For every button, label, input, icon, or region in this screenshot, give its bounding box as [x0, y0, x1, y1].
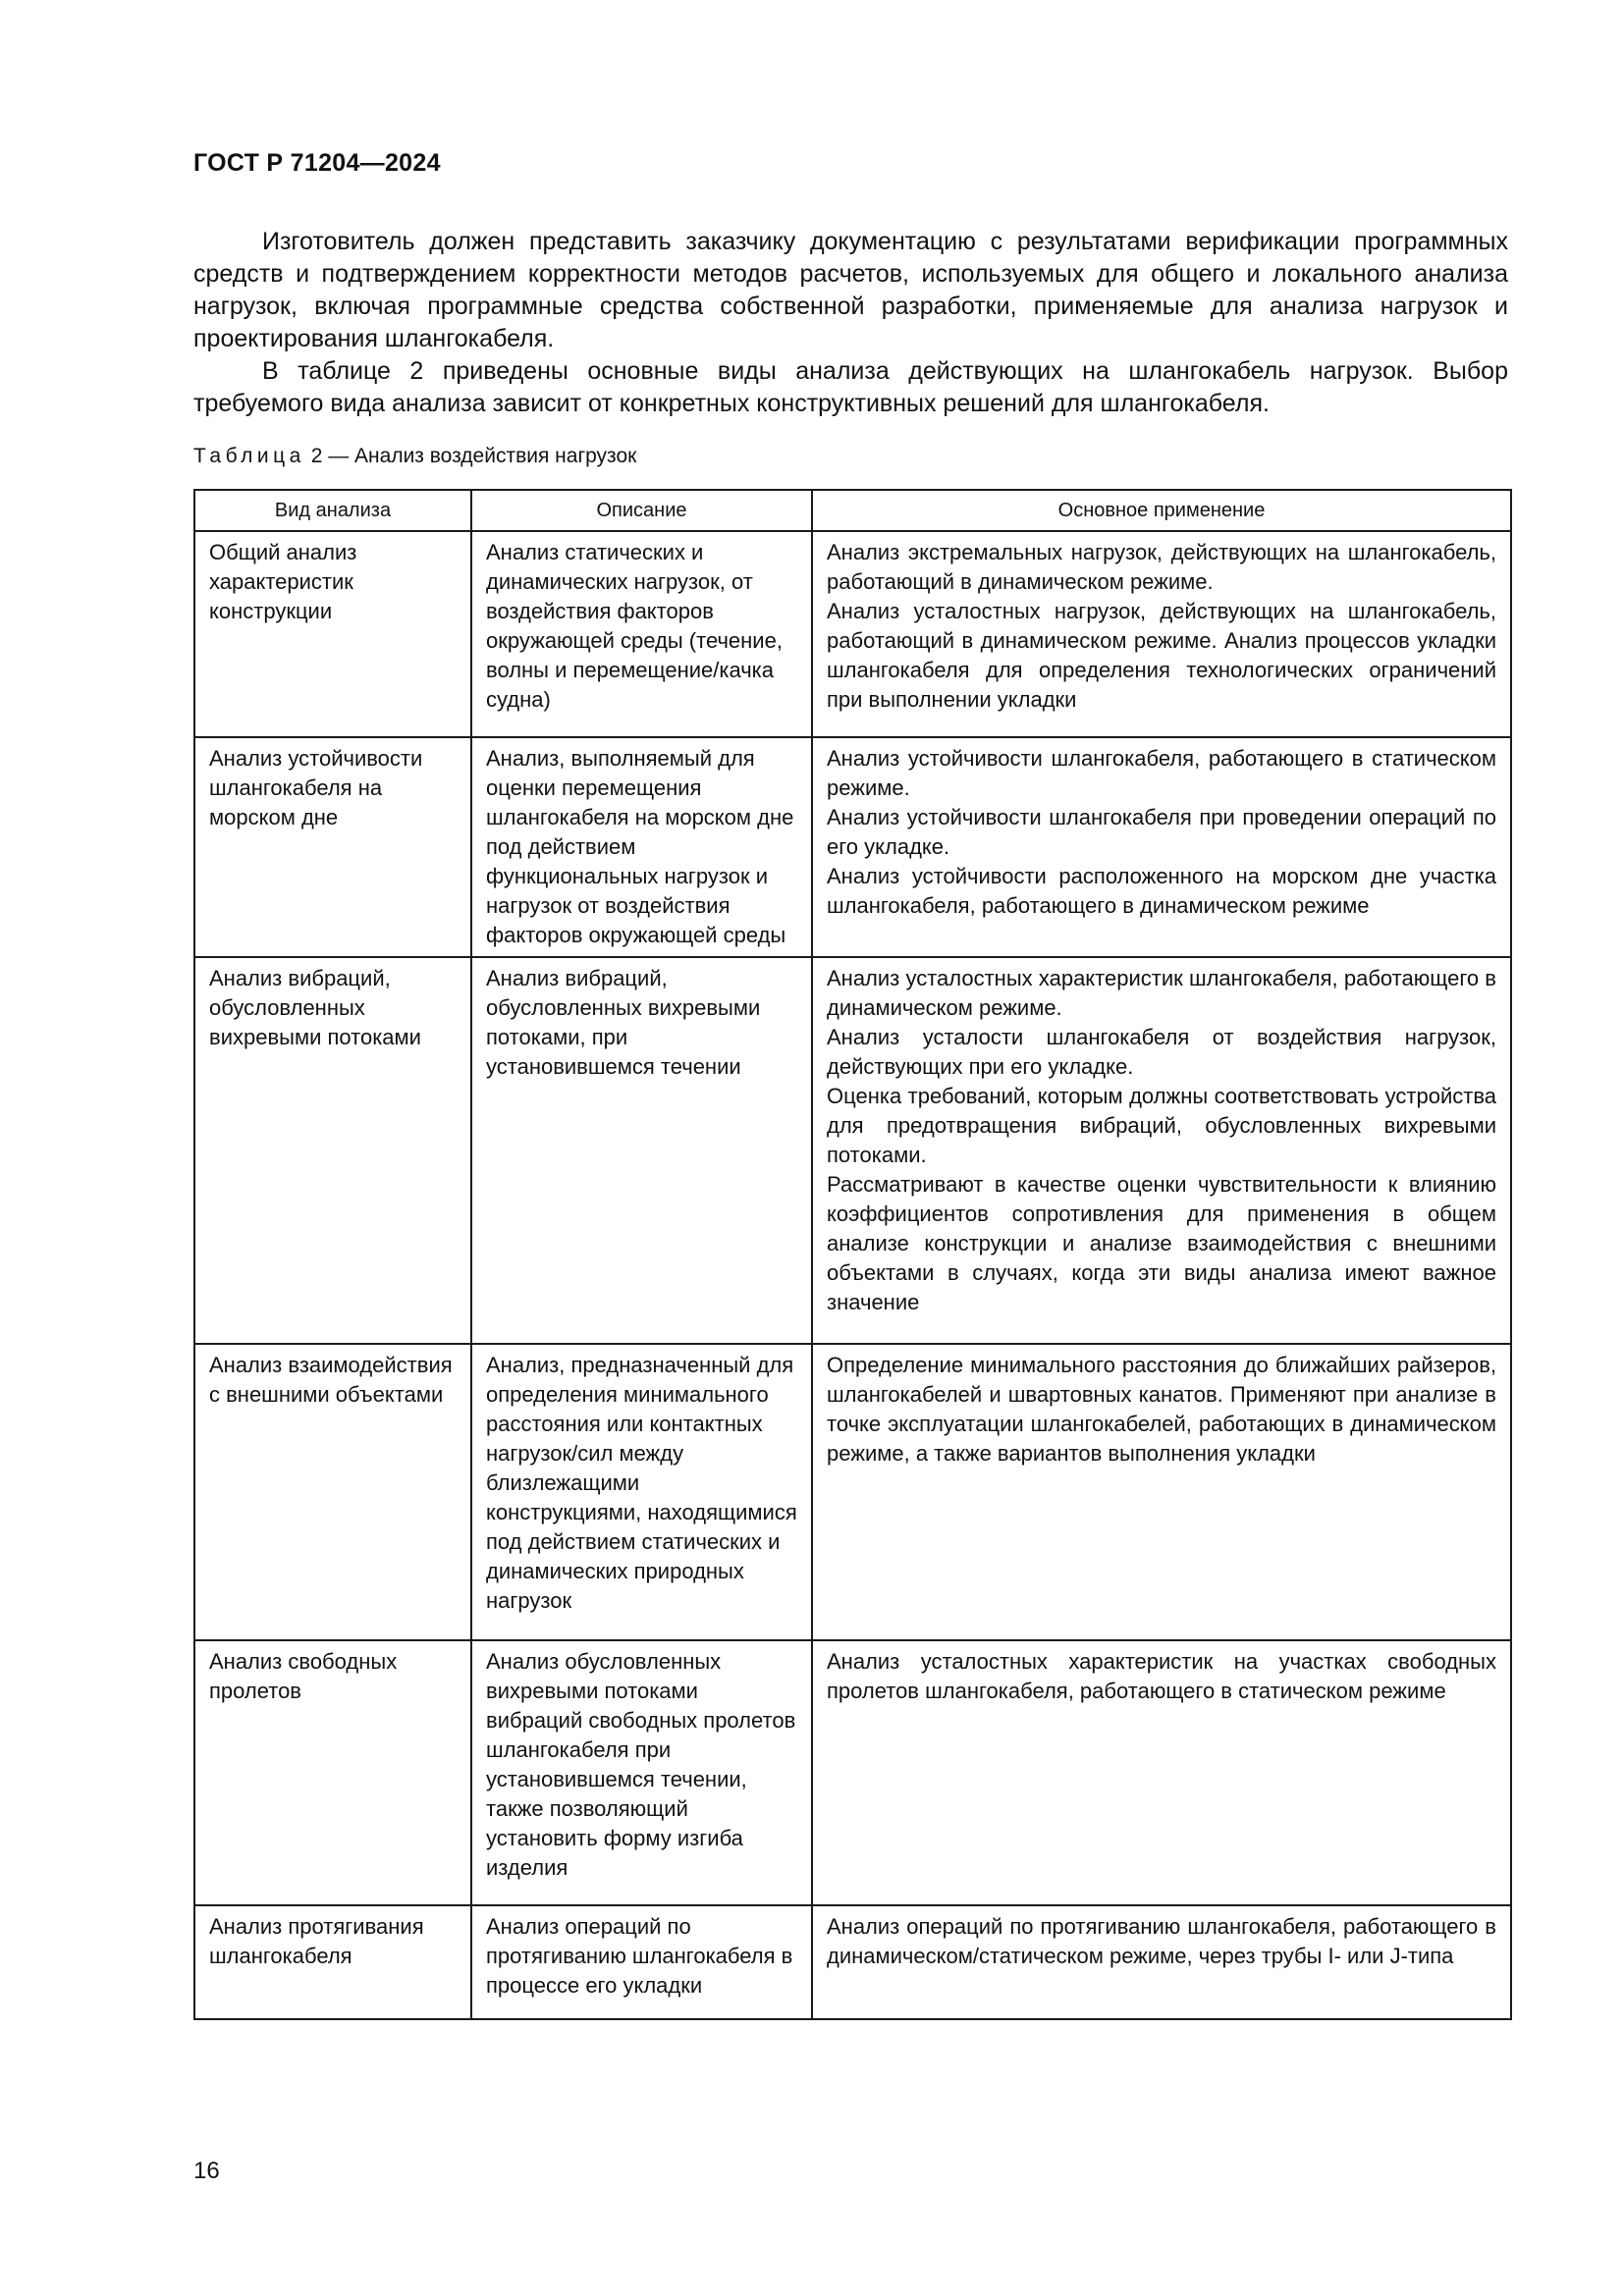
application-cell: Анализ усталостных характеристик на участках свободных пролетов шлангокабеля, работающего в статическом режиме — [812, 1640, 1511, 1905]
application-cell: Анализ экстремальных нагрузок, действующих на шлангокабель, работающий в динамическом режиме. Анализ усталостных нагрузок, действующих на шлангокабель, работающий в динамическом режиме. Анализ процессов укладки шлангокабеля для определения технологических ограничений при выполнении укладки — [812, 531, 1511, 737]
analysis-type-cell: Анализ взаимодействия с внешними объектами — [194, 1344, 471, 1640]
description-cell: Анализ обусловленных вихревыми потоками вибраций свободных пролетов шлангокабеля при установившемся течении, также позволяющий установить форму изгиба изделия — [471, 1640, 812, 1905]
paragraph: В таблице 2 приведены основные виды анализа действующих на шлангокабель нагрузок. Выбор требуемого вида анализа зависит от конкретных конструктивных решений для шлангокабеля. — [193, 357, 1508, 417]
description-cell: Анализ вибраций, обусловленных вихревыми потоками, при установившемся течении — [471, 957, 812, 1344]
application-cell: Определение минимального расстояния до ближайших райзеров, шлангокабелей и швартовных канатов. Применяют при анализе в точке эксплуатации шлангокабелей, работающих в динамическом режиме, а также вариантов выполнения укладки — [812, 1344, 1511, 1640]
table-row — [194, 737, 1511, 957]
description-cell: Анализ, выполняемый для оценки перемещения шлангокабеля на морском дне под действием функциональных нагрузок и нагрузок от воздействия факторов окружающей среды — [471, 737, 812, 957]
analysis-type-cell: Общий анализ характеристик конструкции — [194, 531, 471, 737]
description-cell: Анализ статических и динамических нагрузок, от воздействия факторов окружающей среды (течение, волны и перемещение/качка судна) — [471, 531, 812, 737]
table-row — [194, 957, 1511, 1344]
description-cell: Анализ, предназначенный для определения минимального расстояния или контактных нагрузок/сил между близлежащими конструкциями, находящимися под действием статических и динамических природных нагрузок — [471, 1344, 812, 1640]
column-header: Основное применение — [812, 490, 1511, 531]
analysis-table — [193, 489, 1512, 2020]
description-cell: Анализ операций по протягиванию шлангокабеля в процессе его укладки — [471, 1905, 812, 2019]
table-row — [194, 1640, 1511, 1905]
table-row — [194, 1905, 1511, 2019]
table-row — [194, 531, 1511, 737]
application-cell: Анализ операций по протягиванию шлангокабеля, работающего в динамическом/статическом режиме, через трубы I- или J-типа — [812, 1905, 1511, 2019]
page-number: 16 — [193, 2158, 220, 2184]
application-cell: Анализ устойчивости шлангокабеля, работающего в статическом режиме. Анализ устойчивости шлангокабеля при проведении операций по его укладке. Анализ устойчивости расположенного на морском дне участка шлангокабеля, работающего в динамическом режиме — [812, 737, 1511, 957]
table-row — [194, 1344, 1511, 1640]
analysis-type-cell: Анализ протягивания шлангокабеля — [194, 1905, 471, 2019]
analysis-type-cell: Анализ устойчивости шлангокабеля на морском дне — [194, 737, 471, 957]
column-header: Описание — [471, 490, 812, 531]
paragraph: Изготовитель должен представить заказчику документацию с результатами верификации программных средств и подтверждением корректности методов расчетов, используемых для общего и локального анализа нагрузок, включая программные средства собственной разработки, применяемые для анализа нагрузок и проектирования шлангокабеля. — [193, 228, 1508, 352]
analysis-type-cell: Анализ свободных пролетов — [194, 1640, 471, 1905]
analysis-type-cell: Анализ вибраций, обусловленных вихревыми потоками — [194, 957, 471, 1344]
table-caption-text: 2 — Анализ воздействия нагрузок — [310, 445, 637, 467]
application-cell: Анализ усталостных характеристик шлангокабеля, работающего в динамическом режиме. Анализ усталости шлангокабеля от воздействия нагрузок, действующих при его укладке. Оценка требований, которым должны соответствовать устройства для предотвращения вибраций, обусловленных вихревыми потоками. Рассматривают в качестве оценки чувствительности к влиянию коэффициентов сопротивления для применения в общем анализе конструкции и анализе взаимодействия с внешними объектами в случаях, когда эти виды анализа имеют важное значение — [812, 957, 1511, 1344]
column-header: Вид анализа — [194, 490, 471, 531]
table-caption — [193, 445, 636, 468]
document-header: ГОСТ Р 71204—2024 — [193, 149, 441, 177]
table-caption-label: Таблица — [193, 445, 305, 467]
table-header-row — [194, 490, 1511, 531]
